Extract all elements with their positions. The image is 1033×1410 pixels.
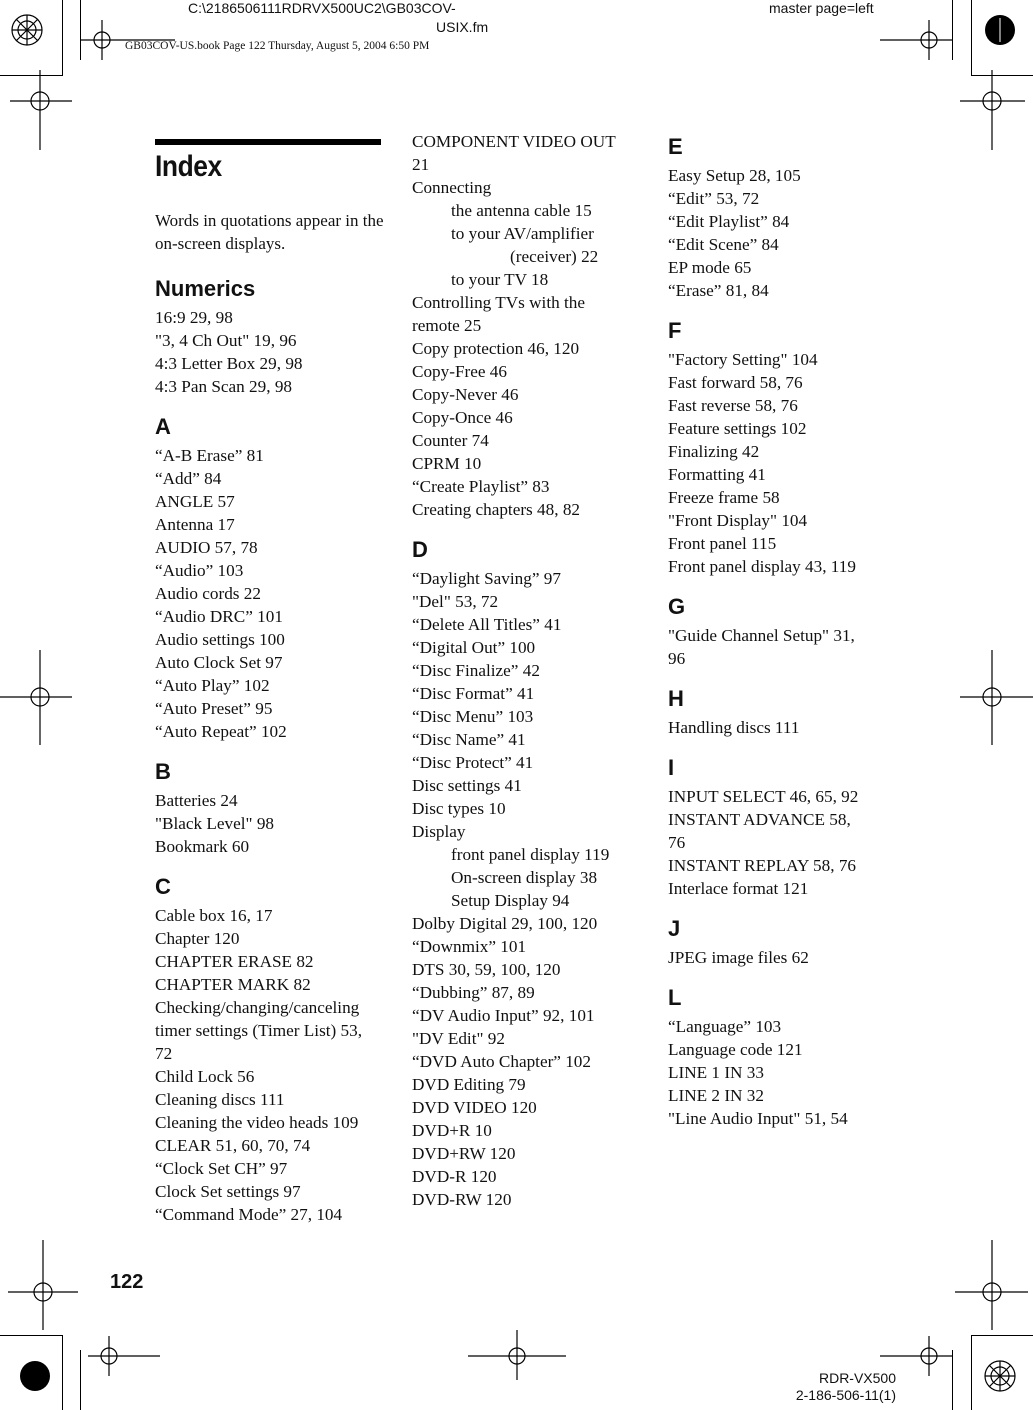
- index-entry: "3, 4 Ch Out" 19, 96: [155, 331, 297, 350]
- registration-target-icon: [960, 70, 1025, 150]
- index-entry: 21: [412, 155, 430, 174]
- index-letter-heading: C: [155, 874, 171, 899]
- index-entry: “Edit Scene” 84: [668, 235, 779, 254]
- index-entry: “Audio” 103: [155, 561, 244, 580]
- index-entry: “Auto Preset” 95: [155, 699, 273, 718]
- index-entry: Front panel display 43, 119: [668, 557, 856, 576]
- index-entry: Creating chapters 48, 82: [412, 500, 581, 519]
- footer: [796, 1370, 896, 1404]
- index-entry: “Disc Protect” 41: [412, 753, 534, 772]
- master-page-label: master page=left: [769, 0, 874, 16]
- index-entry: "Front Display" 104: [668, 511, 808, 530]
- index-entry: “Erase” 81, 84: [668, 281, 769, 300]
- registration-target-icon: [8, 1240, 78, 1330]
- index-entry: 4:3 Pan Scan 29, 98: [155, 377, 293, 396]
- index-entry: "Del" 53, 72: [412, 592, 499, 611]
- index-entry: “Dubbing” 87, 89: [412, 983, 535, 1002]
- page-number: 122: [110, 1271, 144, 1293]
- index-entry: AUDIO 57, 78: [155, 538, 258, 557]
- index-entry: DVD-RW 120: [412, 1190, 512, 1209]
- index-letter-heading: B: [155, 759, 171, 784]
- index-entry: “Edit” 53, 72: [668, 189, 760, 208]
- index-entry: “Daylight Saving” 97: [412, 569, 561, 588]
- index-entry: Feature settings 102: [668, 419, 807, 438]
- index-entry: “Edit Playlist” 84: [668, 212, 790, 231]
- index-letter-heading: H: [668, 686, 684, 711]
- index-entry: “Create Playlist” 83: [412, 477, 550, 496]
- index-letter-heading: I: [668, 755, 675, 780]
- index-entry: CLEAR 51, 60, 70, 74: [155, 1136, 311, 1155]
- index-entry: INSTANT REPLAY 58, 76: [668, 856, 857, 875]
- index-entry: remote 25: [412, 316, 482, 335]
- index-entry: Formatting 41: [668, 465, 766, 484]
- index-subentry: to your TV 18: [451, 270, 549, 289]
- index-letter-heading: J: [668, 916, 681, 941]
- index-entry: Antenna 17: [155, 515, 235, 534]
- index-letter-heading: A: [155, 414, 171, 439]
- index-entry: 76: [668, 833, 686, 852]
- index-entry: Audio cords 22: [155, 584, 261, 603]
- index-entry: Display: [412, 822, 466, 841]
- index-column-3: [668, 134, 908, 1130]
- file-path-line1: C:\2186506111RDRVX500UC2\GB03COV-: [188, 0, 456, 16]
- index-entry: CHAPTER ERASE 82: [155, 952, 314, 971]
- index-entry: 16:9 29, 98: [155, 308, 233, 327]
- index-entry: Interlace format 121: [668, 879, 809, 898]
- index-entry: “Audio DRC” 101: [155, 607, 283, 626]
- book-info-line: GB03COV-US.book Page 122 Thursday, August 5, 2004 6:50 PM: [125, 40, 430, 52]
- file-path-line2: USIX.fm: [436, 19, 489, 35]
- index-subentry: (receiver) 22: [510, 247, 599, 266]
- index-entry: "Factory Setting" 104: [668, 350, 818, 369]
- index-entry: “Digital Out” 100: [412, 638, 536, 657]
- registration-target-icon: [88, 1336, 160, 1376]
- index-entry: “Command Mode” 27, 104: [155, 1205, 343, 1224]
- index-entry: “Add” 84: [155, 469, 222, 488]
- index-entry: Fast forward 58, 76: [668, 373, 803, 392]
- title-rule: [155, 139, 381, 145]
- model-number: RDR-VX500: [818, 1370, 896, 1386]
- index-column-2: [412, 130, 652, 1211]
- index-entry: Easy Setup 28, 105: [668, 166, 801, 185]
- index-entry: Controlling TVs with the: [412, 293, 585, 312]
- index-letter-heading: D: [412, 537, 428, 562]
- index-entry: JPEG image files 62: [668, 948, 809, 967]
- index-letter-heading: E: [668, 134, 683, 159]
- index-entry: Handling discs 111: [668, 718, 800, 737]
- index-entry: DTS 30, 59, 100, 120: [412, 960, 561, 979]
- index-entry: Cleaning discs 111: [155, 1090, 285, 1109]
- index-entry: Checking/changing/canceling: [155, 998, 360, 1017]
- index-letter-heading: G: [668, 594, 686, 619]
- index-entry: “Disc Name” 41: [412, 730, 526, 749]
- index-entry: "Black Level" 98: [155, 814, 275, 833]
- index-entry: Fast reverse 58, 76: [668, 396, 798, 415]
- index-entry: Child Lock 56: [155, 1067, 255, 1086]
- index-entry: Disc settings 41: [412, 776, 522, 795]
- index-entry: “Disc Finalize” 42: [412, 661, 540, 680]
- index-entry: ANGLE 57: [155, 492, 235, 511]
- registration-target-icon: [80, 20, 175, 60]
- index-entry: EP mode 65: [668, 258, 752, 277]
- index-entry: Chapter 120: [155, 929, 240, 948]
- index-entry: “Auto Repeat” 102: [155, 722, 287, 741]
- index-entry: “DVD Auto Chapter” 102: [412, 1052, 591, 1071]
- index-entry: Copy protection 46, 120: [412, 339, 580, 358]
- index-entry: “Disc Menu” 103: [412, 707, 534, 726]
- index-entry: Language code 121: [668, 1040, 803, 1059]
- index-entry: DVD+R 10: [412, 1121, 492, 1140]
- index-entry: CPRM 10: [412, 454, 482, 473]
- index-entry: DVD+RW 120: [412, 1144, 516, 1163]
- index-entry: Finalizing 42: [668, 442, 760, 461]
- color-wheel-icon: [12, 15, 42, 45]
- registration-target-icon: [955, 1240, 1028, 1330]
- index-entry: Audio settings 100: [155, 630, 285, 649]
- index-entry: 72: [155, 1044, 173, 1063]
- index-subentry: front panel display 119: [451, 845, 610, 864]
- index-column-1: [155, 276, 395, 1226]
- index-entry: CHAPTER MARK 82: [155, 975, 311, 994]
- index-entry: "Guide Channel Setup" 31,: [668, 626, 855, 645]
- index-entry: Front panel 115: [668, 534, 777, 553]
- part-code: 2-186-506-11(1): [795, 1387, 896, 1403]
- index-entry: Cleaning the video heads 109: [155, 1113, 359, 1132]
- index-entry: Connecting: [412, 178, 492, 197]
- index-entry: INPUT SELECT 46, 65, 92: [668, 787, 859, 806]
- index-entry: “Clock Set CH” 97: [155, 1159, 288, 1178]
- index-subentry: Setup Display 94: [451, 891, 570, 910]
- index-entry: Disc types 10: [412, 799, 506, 818]
- index-entry: DVD-R 120: [412, 1167, 497, 1186]
- registration-target-icon: [960, 650, 1033, 745]
- index-entry: “DV Audio Input” 92, 101: [412, 1006, 595, 1025]
- index-entry: "Line Audio Input" 51, 54: [668, 1109, 848, 1128]
- index-entry: Counter 74: [412, 431, 489, 450]
- index-entry: Clock Set settings 97: [155, 1182, 301, 1201]
- black-dot-icon: [985, 15, 1015, 45]
- index-entry: "DV Edit" 92: [412, 1029, 505, 1048]
- index-entry: Copy-Never 46: [412, 385, 519, 404]
- registration-target-icon: [880, 20, 952, 60]
- index-entry: Freeze frame 58: [668, 488, 780, 507]
- index-subentry: to your AV/amplifier: [451, 224, 594, 243]
- index-entry: Batteries 24: [155, 791, 238, 810]
- color-wheel-icon: [985, 1361, 1015, 1391]
- index-entry: Cable box 16, 17: [155, 906, 273, 925]
- index-entry: INSTANT ADVANCE 58,: [668, 810, 851, 829]
- index-entry: 4:3 Letter Box 29, 98: [155, 354, 303, 373]
- registration-target-icon: [0, 650, 72, 745]
- page-title: Index: [155, 150, 222, 183]
- index-intro: Words in quotations appear in the on-screen displays.: [155, 211, 384, 253]
- index-entry: COMPONENT VIDEO OUT: [412, 132, 616, 151]
- index-entry: Bookmark 60: [155, 837, 250, 856]
- index-entry: Copy-Free 46: [412, 362, 507, 381]
- black-dot-icon: [20, 1361, 50, 1391]
- index-entry: Auto Clock Set 97: [155, 653, 283, 672]
- index-entry: “Delete All Titles” 41: [412, 615, 562, 634]
- index-subentry: On-screen display 38: [451, 868, 598, 887]
- index-entry: DVD Editing 79: [412, 1075, 526, 1094]
- index-entry: “Disc Format” 41: [412, 684, 535, 703]
- index-entry: “Downmix” 101: [412, 937, 527, 956]
- index-entry: LINE 2 IN 32: [668, 1086, 764, 1105]
- index-entry: LINE 1 IN 33: [668, 1063, 764, 1082]
- index-letter-heading: F: [668, 318, 682, 343]
- registration-target-icon: [10, 70, 72, 150]
- index-entry: “Auto Play” 102: [155, 676, 270, 695]
- index-entry: “Language” 103: [668, 1017, 782, 1036]
- index-entry: “A-B Erase” 81: [155, 446, 264, 465]
- registration-target-icon: [468, 1330, 566, 1380]
- index-entry: 96: [668, 649, 686, 668]
- index-entry: Dolby Digital 29, 100, 120: [412, 914, 598, 933]
- index-entry: DVD VIDEO 120: [412, 1098, 537, 1117]
- index-letter-heading: L: [668, 985, 682, 1010]
- index-entry: timer settings (Timer List) 53,: [155, 1021, 363, 1040]
- index-letter-heading: Numerics: [155, 276, 256, 301]
- index-entry: Copy-Once 46: [412, 408, 513, 427]
- index-subentry: the antenna cable 15: [451, 201, 592, 220]
